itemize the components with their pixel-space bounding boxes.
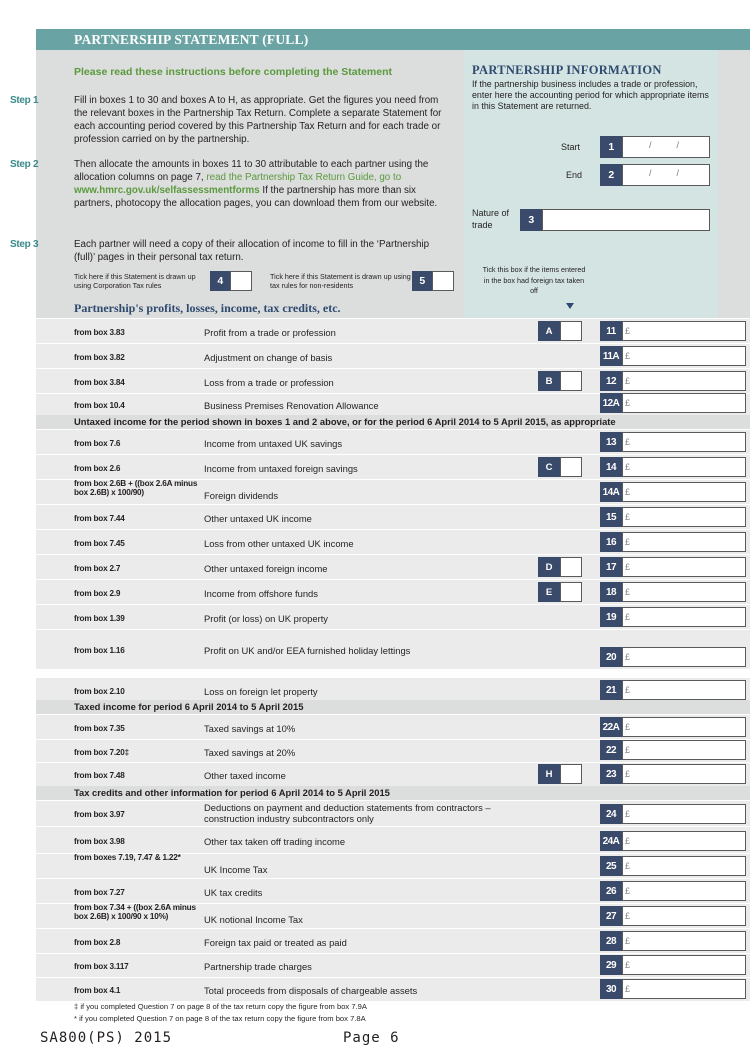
table-row bbox=[36, 479, 750, 504]
source-box-ref: from box 3.84 bbox=[74, 377, 125, 387]
box-22-amount-field[interactable]: £ bbox=[622, 740, 746, 760]
table-row bbox=[36, 529, 750, 554]
table-row bbox=[36, 977, 750, 1001]
row-description: Other untaxed foreign income bbox=[204, 562, 328, 574]
box-30-amount-field[interactable]: £ bbox=[622, 979, 746, 999]
box-25-amount-field[interactable]: £ bbox=[622, 856, 746, 876]
table-row bbox=[36, 677, 750, 702]
row-description: Profit from a trade or profession bbox=[204, 326, 336, 338]
box-27-amount-field[interactable]: £ bbox=[622, 906, 746, 926]
table-row bbox=[36, 429, 750, 454]
source-box-ref: from box 3.98 bbox=[74, 836, 125, 846]
source-box-ref: from box 2.6B + ((box 2.6A minus box 2.6B) x 100/90) bbox=[74, 479, 198, 497]
box-12-amount-field[interactable]: £ bbox=[622, 371, 746, 391]
row-description: Income from untaxed foreign savings bbox=[204, 462, 358, 474]
foreign-tax-box-e-tick[interactable] bbox=[560, 582, 582, 602]
box-2-label: 2 bbox=[600, 164, 622, 186]
box-3-label: 3 bbox=[520, 209, 542, 231]
table-row bbox=[36, 853, 750, 878]
box-12a-amount-field[interactable]: £ bbox=[622, 393, 746, 413]
box-27-label: 27 bbox=[600, 906, 622, 926]
start-date-field[interactable] bbox=[622, 136, 710, 158]
date-separators: / / bbox=[649, 168, 680, 178]
row-description: Foreign tax paid or treated as paid bbox=[204, 936, 347, 948]
box-20-amount-field[interactable]: £ bbox=[622, 647, 746, 667]
row-description: Adjustment on change of basis bbox=[204, 351, 333, 363]
step-2-text bbox=[74, 158, 446, 210]
box-22-label: 22 bbox=[600, 740, 622, 760]
box-21-label: 21 bbox=[600, 680, 622, 700]
box-24-label: 24 bbox=[600, 804, 622, 824]
row-description: Profit (or loss) on UK property bbox=[204, 612, 328, 624]
table-row bbox=[36, 714, 750, 739]
row-description: UK Income Tax bbox=[204, 864, 268, 875]
foreign-tax-box-a-tick[interactable] bbox=[560, 321, 582, 341]
box-14-amount-field[interactable]: £ bbox=[622, 457, 746, 477]
box-11-label: 11 bbox=[600, 321, 622, 341]
box-22a-label: 22A bbox=[600, 717, 622, 737]
table-row bbox=[36, 826, 750, 853]
table-row bbox=[36, 579, 750, 604]
foreign-tax-box-c-label: C bbox=[538, 457, 560, 477]
source-box-ref: from box 7.27 bbox=[74, 887, 125, 897]
table-row bbox=[36, 554, 750, 579]
row-description: Other untaxed UK income bbox=[204, 512, 312, 524]
box-11a-amount-field[interactable]: £ bbox=[622, 346, 746, 366]
source-box-ref: from box 7.34 + ((box 2.6A minus box 2.6B) x 100/90 x 10%) bbox=[74, 903, 196, 921]
row-description: Loss on foreign let property bbox=[204, 685, 318, 697]
source-box-ref: from box 7.44 bbox=[74, 513, 125, 523]
tick4-note: Tick here if this Statement is drawn up using Corporation Tax rules bbox=[74, 272, 196, 290]
box-15-amount-field[interactable]: £ bbox=[622, 507, 746, 527]
source-box-ref: from box 2.10 bbox=[74, 686, 125, 696]
row-description: Taxed savings at 20% bbox=[204, 746, 296, 758]
table-row bbox=[36, 504, 750, 529]
info-title: PARTNERSHIP INFORMATION bbox=[472, 63, 662, 77]
source-box-ref: from box 7.6 bbox=[74, 438, 121, 448]
box-28-label: 28 bbox=[600, 931, 622, 951]
footnote-2: * if you completed Question 7 on page 8 of the tax return copy the figure from box 7.8A bbox=[74, 1014, 366, 1023]
table-row bbox=[36, 393, 750, 415]
box-12a-label: 12A bbox=[600, 393, 622, 413]
box-11-amount-field[interactable]: £ bbox=[622, 321, 746, 341]
box-18-label: 18 bbox=[600, 582, 622, 602]
foreign-tax-box-b-label: B bbox=[538, 371, 560, 391]
table-row bbox=[36, 629, 750, 669]
box-28-amount-field[interactable]: £ bbox=[622, 931, 746, 951]
row-description: Other taxed income bbox=[204, 770, 286, 781]
foreign-tax-box-b-tick[interactable] bbox=[560, 371, 582, 391]
row-description: Loss from other untaxed UK income bbox=[204, 537, 354, 549]
row-description: Profit on UK and/or EEA furnished holiday lettings bbox=[204, 645, 411, 656]
source-box-ref: from box 1.39 bbox=[74, 613, 125, 623]
foreign-tax-box-c-tick[interactable] bbox=[560, 457, 582, 477]
box-1-label: 1 bbox=[600, 136, 622, 158]
box-13-amount-field[interactable]: £ bbox=[622, 432, 746, 452]
box-24a-amount-field[interactable]: £ bbox=[622, 831, 746, 851]
step-1-text: Fill in boxes 1 to 30 and boxes A to H, as appropriate. Get the figures you need from the relevant boxes in the Partnership Tax Return. Complete a separate Statement for each accounting period covered by this Partnership Tax Return and for each trade or profession carried on by the partnership. bbox=[74, 95, 442, 145]
foreign-tax-box-a-label: A bbox=[538, 321, 560, 341]
source-box-ref: from box 7.45 bbox=[74, 538, 125, 548]
source-box-ref: from boxes 7.19, 7.47 & 1.22* bbox=[74, 853, 181, 862]
box-5-label: 5 bbox=[412, 271, 432, 291]
row-description: Foreign dividends bbox=[204, 490, 279, 501]
box-21-amount-field[interactable]: £ bbox=[622, 680, 746, 700]
table-row bbox=[36, 878, 750, 903]
tick5-note: Tick here if this Statement is drawn up using tax rules for non-residents bbox=[270, 272, 411, 290]
table-row bbox=[36, 800, 750, 826]
foreign-tax-box-d-tick[interactable] bbox=[560, 557, 582, 577]
table-row bbox=[36, 928, 750, 953]
foreign-tax-box-h-label: H bbox=[538, 764, 560, 784]
row-description: Other tax taken off trading income bbox=[204, 835, 346, 847]
box-4-tickbox[interactable] bbox=[230, 271, 252, 291]
foreign-tax-box-d-label: D bbox=[538, 557, 560, 577]
step-3-label: Step 3 bbox=[10, 239, 39, 250]
profits-heading: Partnership's profits, losses, income, tax credits, etc. bbox=[74, 301, 341, 315]
table-row bbox=[36, 604, 750, 629]
info-description: If the partnership business includes a trade or profession, enter here the accounting period for which appropriate items in this Statement are returned. bbox=[472, 79, 709, 112]
table-row bbox=[36, 762, 750, 786]
nature-of-trade-field[interactable] bbox=[542, 209, 710, 231]
row-description: Income from untaxed UK savings bbox=[204, 437, 343, 449]
row-description: Loss from a trade or profession bbox=[204, 376, 334, 388]
source-box-ref: from box 2.8 bbox=[74, 937, 121, 947]
box-29-amount-field[interactable]: £ bbox=[622, 955, 746, 975]
source-box-ref: from box 3.97 bbox=[74, 810, 125, 819]
box-24a-label: 24A bbox=[600, 831, 622, 851]
box-14-label: 14 bbox=[600, 457, 622, 477]
box-24-amount-field[interactable]: £ bbox=[622, 804, 746, 824]
box-11a-label: 11A bbox=[600, 346, 622, 366]
table-row bbox=[36, 903, 750, 928]
row-description: Income from offshore funds bbox=[204, 587, 318, 599]
box-25-label: 25 bbox=[600, 856, 622, 876]
source-box-ref: from box 2.7 bbox=[74, 563, 121, 573]
source-box-ref: from box 3.117 bbox=[74, 962, 129, 971]
source-box-ref: from box 2.6 bbox=[74, 463, 121, 473]
table-row bbox=[36, 953, 750, 977]
foreign-tax-box-h-tick[interactable] bbox=[560, 764, 582, 784]
table-row bbox=[36, 739, 750, 762]
box-16-amount-field[interactable]: £ bbox=[622, 532, 746, 552]
down-arrow-icon bbox=[566, 303, 574, 309]
box-14a-amount-field[interactable]: £ bbox=[622, 482, 746, 502]
foreign-tax-box-e-label: E bbox=[538, 582, 560, 602]
table-row bbox=[36, 318, 750, 343]
box-5-tickbox[interactable] bbox=[432, 271, 454, 291]
source-box-ref: from box 3.82 bbox=[74, 352, 125, 362]
box-17-label: 17 bbox=[600, 557, 622, 577]
start-label: Start bbox=[561, 142, 581, 152]
section-heading: Untaxed income for the period shown in boxes 1 and 2 above, or for the period 6 April 2014 to 5 April 2015, as appropriate bbox=[36, 415, 750, 429]
nature-of-trade-label: Nature of trade bbox=[472, 208, 510, 230]
foreign-tax-column-note: Tick this box if the items entered in the box had foreign tax taken off bbox=[482, 265, 586, 295]
box-19-amount-field[interactable]: £ bbox=[622, 607, 746, 627]
table-row bbox=[36, 368, 750, 393]
end-date-field[interactable] bbox=[622, 164, 710, 186]
guide-link[interactable]: read the Partnership Tax Return Guide, go to bbox=[206, 172, 402, 183]
form-reference: SA800(PS) 2015 bbox=[40, 1030, 173, 1046]
row-description: Business Premises Renovation Allowance bbox=[204, 400, 379, 411]
box-15-label: 15 bbox=[600, 507, 622, 527]
selfassessment-link[interactable]: www.hmrc.gov.uk/selfassessmentforms bbox=[74, 185, 260, 196]
source-box-ref: from box 3.83 bbox=[74, 327, 125, 337]
step-2-label: Step 2 bbox=[10, 159, 39, 170]
step-1-label: Step 1 bbox=[10, 95, 39, 106]
box-18-amount-field[interactable]: £ bbox=[622, 582, 746, 602]
table-row bbox=[36, 454, 750, 479]
box-23-amount-field[interactable]: £ bbox=[622, 764, 746, 784]
box-12-label: 12 bbox=[600, 371, 622, 391]
box-30-label: 30 bbox=[600, 979, 622, 999]
section-heading: Taxed income for period 6 April 2014 to 5 April 2015 bbox=[36, 700, 750, 714]
box-29-label: 29 bbox=[600, 955, 622, 975]
table-row bbox=[36, 343, 750, 368]
step-3 bbox=[10, 238, 450, 266]
footnote-1: ‡ if you completed Question 7 on page 8 of the tax return copy the figure from box 7.9A bbox=[74, 1002, 367, 1011]
section-heading: Tax credits and other information for period 6 April 2014 to 5 April 2015 bbox=[36, 786, 750, 800]
source-box-ref: from box 7.35 bbox=[74, 723, 125, 733]
form-header: PARTNERSHIP STATEMENT (FULL) bbox=[36, 29, 750, 50]
box-14a-label: 14A bbox=[600, 482, 622, 502]
step-2-text-a: Then allocate the amounts in boxes 11 to 30 attributable to each partner using the allocation columns on page 7, bbox=[74, 159, 429, 183]
row-description: UK notional Income Tax bbox=[204, 914, 303, 925]
source-box-ref: from box 2.9 bbox=[74, 588, 121, 598]
box-13-label: 13 bbox=[600, 432, 622, 452]
box-16-label: 16 bbox=[600, 532, 622, 552]
box-26-amount-field[interactable]: £ bbox=[622, 881, 746, 901]
step-3-text: Each partner will need a copy of their allocation of income to fill in the ‘Partnership (full)’ pages in their personal tax return. bbox=[74, 239, 430, 263]
row-description: Deductions on payment and deduction statements from contractors – construction industry subcontractors only bbox=[204, 802, 491, 824]
source-box-ref: from box 4.1 bbox=[74, 986, 121, 995]
instructions-title: Please read these instructions before completing the Statement bbox=[74, 66, 392, 78]
box-19-label: 19 bbox=[600, 607, 622, 627]
step-1 bbox=[10, 94, 450, 146]
row-description: Taxed savings at 10% bbox=[204, 722, 296, 734]
box-22a-amount-field[interactable]: £ bbox=[622, 717, 746, 737]
step-2 bbox=[10, 158, 450, 224]
step-2-text-b: If the partnership has more than six partners, photocopy the allocation pages, you can download them from our website. bbox=[74, 185, 438, 209]
source-box-ref: from box 7.20‡ bbox=[74, 747, 129, 757]
box-20-label: 20 bbox=[600, 647, 622, 667]
page-number: Page 6 bbox=[343, 1030, 400, 1046]
row-description: UK tax credits bbox=[204, 886, 263, 898]
row-description: Partnership trade charges bbox=[204, 961, 312, 972]
box-23-label: 23 bbox=[600, 764, 622, 784]
row-description: Total proceeds from disposals of chargeable assets bbox=[204, 985, 418, 996]
end-label: End bbox=[566, 170, 583, 180]
source-box-ref: from box 7.48 bbox=[74, 771, 125, 780]
box-4-label: 4 bbox=[210, 271, 230, 291]
box-17-amount-field[interactable]: £ bbox=[622, 557, 746, 577]
source-box-ref: from box 1.16 bbox=[74, 646, 125, 655]
box-26-label: 26 bbox=[600, 881, 622, 901]
source-box-ref: from box 10.4 bbox=[74, 401, 125, 410]
date-separators: / / bbox=[649, 140, 680, 150]
